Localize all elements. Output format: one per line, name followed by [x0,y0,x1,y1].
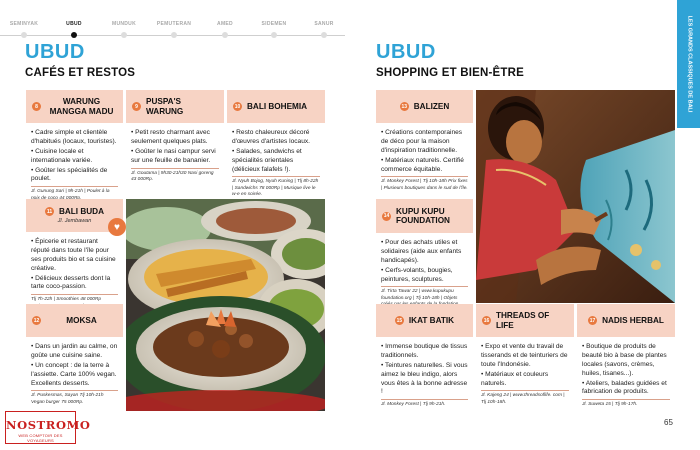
venue-number-badge: 12 [33,317,40,324]
route-timeline [0,21,345,41]
venue-bullet: • Créations contemporaines de déco pour la maison d'inspiration traditionnelle. [381,129,468,156]
venue-practical-info: Jl. Puskesmas, Sayan Tlj 10h-21h Vegan burger 75 000Rp. [31,390,118,406]
venue-card [476,304,574,406]
venue-card-header [376,304,473,337]
venue-description [227,123,325,199]
venue-card-header [26,90,123,123]
page-title: UBUD [25,41,85,63]
venue-description [376,337,473,409]
food-photo [126,199,325,411]
timeline-stop[interactable]: AMED [217,21,233,27]
venue-name: BALIZEN [413,101,450,111]
venue-description [476,337,574,406]
timeline-stop[interactable]: SANUR [314,21,334,27]
section-side-tab[interactable] [677,0,700,128]
logo-tagline: WEB COMPTOIR DES VOYAGEURS [18,433,63,443]
venue-bullet: • Matériaux naturels. Certifié commerce équitable. [381,157,468,175]
venue-card-header [476,304,574,337]
venue-bullet: • Goûter le nasi campur servi sur une feuille de bananier. [131,148,219,166]
venue-bullet: • Resto chaleureux décoré d'œuvres d'artistes locaux. [232,129,320,147]
page-number: 65 [664,418,673,427]
timeline-stop[interactable]: SIDEMEN [261,21,287,27]
venue-bullet: • Ateliers, balades guidées et fabrication de produits. [582,380,670,398]
venue-name: BALI BOHEMIA [247,101,308,111]
venue-name: IKAT BATIK [408,315,455,325]
venue-name: MOKSA [66,315,97,325]
venue-description [126,123,224,184]
venue-name: KUPU KUPU FOUNDATION [396,206,450,225]
venue-practical-info: Tlj 7h-22h | Smoothies 48 000Rp [31,294,118,310]
venue-card [577,304,675,409]
venue-bullet: • Un concept : de la terre à l'assiette. Carte 100% vegan. Excellents desserts. [31,362,118,389]
timeline-stop[interactable]: MUNDUK [111,21,137,27]
timeline-stop[interactable]: SEMINYAK [9,21,39,27]
venue-practical-info: Jl. Goutama | 9h30-21h30 Nasi goreng 43 000Rp. [131,168,219,184]
section-side-tab-label: LES GRANDS CLASSIQUES DE BALI [686,15,693,113]
venue-name: BALI BUDA [58,207,105,217]
venue-number-badge: 16 [483,317,490,324]
timeline-dot [121,32,127,38]
venue-card-header [126,90,224,123]
venue-bullet: • Goûter les spécialités de poulet. [31,167,118,185]
venue-card [26,304,123,406]
venue-bullet: • Petit resto charmant avec seulement quelques plats. [131,129,219,147]
venue-card-header [376,199,473,233]
logo-wordmark: NOSTROMO [6,418,91,432]
venue-number-badge: 15 [396,317,403,324]
venue-practical-info: Jl. Kajeng 24 | www.threadsoflife. com | Tlj 10h-18h. [481,390,569,406]
venue-card [376,199,473,309]
venue-card-header [376,90,473,123]
venue-number-badge: 14 [383,213,390,219]
timeline-stop[interactable]: PEMUTERAN [156,21,192,27]
venue-number-badge: 17 [589,317,596,324]
venue-card-header [577,304,675,337]
venue-name: NADIS HERBAL [602,315,664,325]
venue-card [126,90,224,184]
venue-bullet: • Épicerie et restaurant réputé dans toute l'île pour ses produits bio et sa cuisine créative. [31,238,118,274]
section-title: SHOPPING ET BIEN-ÊTRE [376,67,524,79]
venue-bullet: • Expo et vente du travail de tisserands et de teinturiers de toute l'Indonésie. [481,343,569,370]
venue-practical-info: Jl. Gunung Sari | 9h-21h | Poulet à la [31,186,118,202]
venue-bullet: • Matériaux et couleurs naturels. [481,371,569,389]
venue-bullet: • Dans un jardin au calme, on goûte une cuisine saine. [31,343,118,361]
timeline-dot [171,32,177,38]
venue-description [26,232,123,310]
venue-bullet: • Teintures naturelles. Si vous aimez le bleu indigo, alors vous êtes à la bonne adresse ! [381,362,468,398]
venue-card [227,90,325,199]
venue-number-badge: 11 [46,208,53,215]
venue-bullet: • Cadre simple et clientèle d'habitués (locaux, touristes). [31,129,118,147]
venue-card [26,199,123,310]
venue-description [376,123,473,192]
timeline-dot [321,32,327,38]
timeline-dot-active [71,32,77,38]
venue-number-badge: 9 [132,102,141,111]
venue-bullet: • Délicieux desserts dont la tarte coco-passion. [31,275,118,293]
venue-bullet: • Cuisine locale et internationale variée. [31,148,118,166]
venue-bullet: • Pour des achats utiles et solidaires (aide aux enfants handicapés). [381,239,468,266]
page-title: UBUD [376,41,436,63]
venue-bullet: • Cerfs-volants, bougies, peintures, sculptures. [381,267,468,285]
timeline-stop-active[interactable]: UBUD [66,21,82,27]
venue-practical-info: Jl. Suweta 15 | Tlj 9h-17h. [582,399,670,408]
venue-bullet: • Salades, sandwichs et spécialités orientales (délicieux falafels !). [232,148,320,175]
batik-photo [476,90,675,303]
venue-description [577,337,675,409]
batik-photo-illustration [476,90,675,303]
venue-number-badge: 13 [401,103,408,110]
venue-name: PUSPA'S WARUNG [146,97,184,116]
timeline-dot [222,32,228,38]
venue-card [26,90,123,202]
venue-practical-info: Jl. Monkey Forest | Tlj 10h-18h Prix fixes | Plusieurs boutiques dans le sud de l'île. [381,176,468,192]
venue-practical-info: Jl. Tirta Tawar 22 | www.kupukupu foundation.org | Tlj 10h-18h | Objets [381,286,468,308]
venue-number-badge: 8 [32,102,41,111]
nostromo-logo[interactable] [5,411,91,444]
venue-practical-info: Jl. Nyuh Bojog, Nyuh Kuning | Tlj 8h-22h | Sandwichs 78 000Rp | Musique live le w-e en soirée. [232,176,320,198]
venue-card-header [227,90,325,123]
venue-name: THREADS OF LIFE [496,311,550,330]
timeline-dot [21,32,27,38]
venue-card [376,304,473,409]
venue-bullet: • Boutique de produits de beauté bio à base de plantes locales (savons, crèmes, huiles, tisanes...). [582,343,670,379]
venue-practical-info: Jl. Monkey Forest | Tlj 9h-21h. [381,399,468,408]
heart-icon: ♥ [108,218,126,236]
venue-bullet: • Immense boutique de tissus traditionnels. [381,343,468,361]
food-photo-illustration [126,199,325,411]
venue-address: Jl. Jembawan [57,217,92,224]
venue-card-header [26,304,123,337]
venue-description [26,337,123,406]
venue-number-badge: 10 [234,103,241,110]
venue-name: WARUNG MANGGA MADU [49,97,114,116]
timeline-dot [271,32,277,38]
section-title: CAFÉS ET RESTOS [25,67,136,79]
venue-card [376,90,473,192]
venue-description [26,123,123,202]
venue-description [376,233,473,309]
